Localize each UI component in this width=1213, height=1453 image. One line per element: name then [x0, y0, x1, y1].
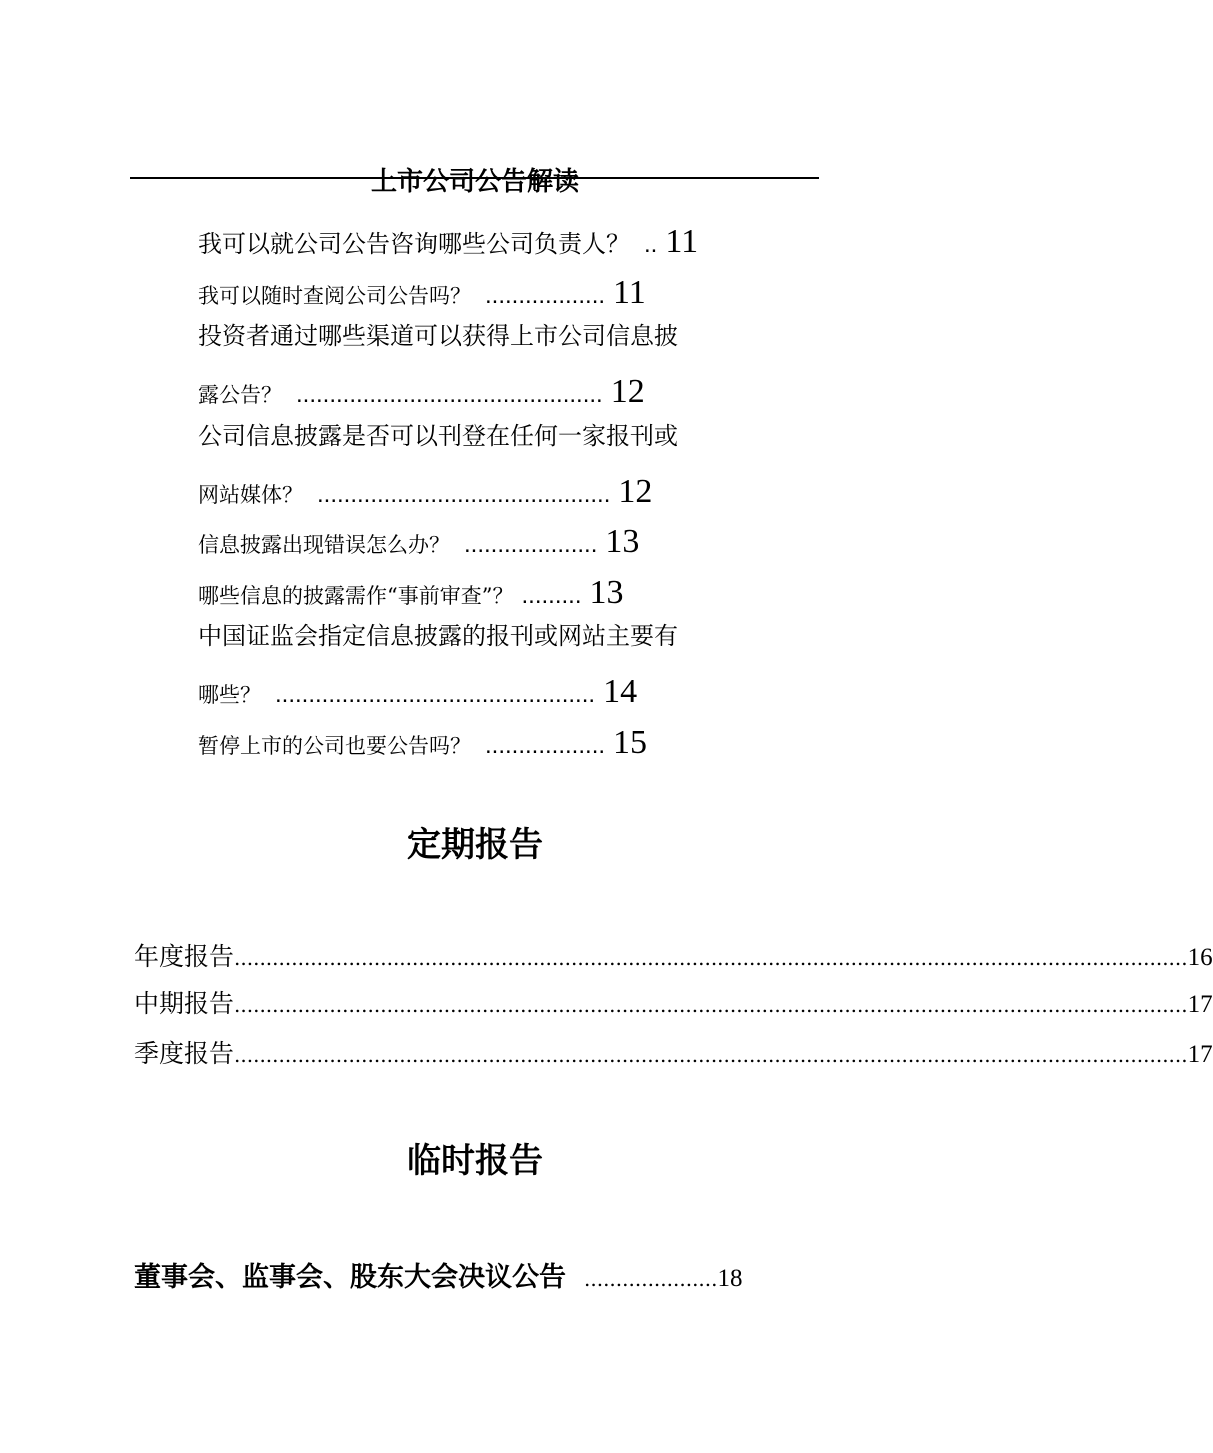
toc-page-number: 15	[613, 724, 648, 761]
toc-entry-text: 年度报告	[134, 942, 235, 971]
toc-entry-text: 哪些？	[198, 683, 261, 707]
toc-leader: ............................................	[317, 481, 611, 508]
toc-entry-text: 董事会、监事会、股东大会决议公告	[134, 1262, 566, 1293]
toc-entry-text: 我可以就公司公告咨询哪些公司负责人？	[198, 230, 630, 258]
toc-entry[interactable]	[134, 1255, 743, 1294]
toc-entry-text: 露公告？	[198, 383, 282, 407]
toc-entry-text: 我可以随时查阅公司公告吗？	[198, 284, 471, 308]
toc-page-number: 17	[1187, 1041, 1213, 1068]
toc-entry-text: 投资者通过哪些渠道可以获得上市公司信息披	[198, 322, 678, 350]
toc-entry-text: 哪些信息的披露需作“事前审查”？	[198, 584, 514, 608]
section-title-interim: 临时报告	[407, 1141, 543, 1181]
toc-leader: ......................................................................................................................................................	[234, 946, 1188, 970]
toc-entry-line[interactable]	[198, 424, 678, 448]
toc-entry[interactable]	[198, 225, 698, 259]
toc-leader: ......................................................................................................................................................	[234, 1043, 1188, 1067]
toc-page-number: 11	[665, 223, 699, 260]
toc-entry[interactable]	[198, 475, 652, 509]
toc-entry[interactable]	[134, 989, 1213, 1020]
toc-leader: ..................	[485, 732, 606, 759]
toc-entry-text: 网站媒体？	[198, 483, 303, 507]
toc-entry[interactable]	[198, 525, 639, 559]
toc-entry[interactable]	[198, 675, 637, 709]
toc-entry-text: 暂停上市的公司也要公告吗？	[198, 734, 471, 758]
toc-page-number: 16	[1187, 944, 1213, 971]
toc-page-number: 14	[603, 673, 638, 710]
toc-page-number: 12	[610, 373, 645, 410]
toc-entry-text: 季度报告	[134, 1039, 235, 1068]
toc-page-number: 12	[618, 473, 653, 510]
toc-entry[interactable]	[134, 942, 1213, 973]
toc-entry[interactable]	[198, 276, 646, 310]
toc-page-number: 11	[613, 274, 646, 311]
toc-leader: ..	[644, 231, 658, 258]
toc-leader: ..............................................	[296, 381, 603, 408]
toc-entry-line[interactable]	[198, 624, 678, 648]
toc-leader: ......................................................................................................................................................	[234, 993, 1188, 1017]
toc-entry-line[interactable]	[198, 324, 678, 348]
toc-page-number: 18	[717, 1265, 743, 1292]
toc-entry-text: 中期报告	[134, 989, 235, 1018]
toc-leader: ....................	[464, 531, 598, 558]
toc-leader: .....................	[584, 1267, 718, 1291]
toc-entry[interactable]	[198, 576, 624, 610]
toc-page-number: 13	[605, 523, 640, 560]
section-title-periodic: 定期报告	[407, 825, 543, 865]
toc-leader: ................................................	[275, 681, 596, 708]
toc-entry-text: 公司信息披露是否可以刊登在任何一家报刊或	[198, 422, 678, 450]
toc-entry-text: 中国证监会指定信息披露的报刊或网站主要有	[198, 622, 678, 650]
toc-entry[interactable]	[198, 375, 645, 409]
toc-entry[interactable]	[134, 1039, 1213, 1070]
toc-page-number: 13	[589, 574, 624, 611]
toc-page-number: 17	[1187, 991, 1213, 1018]
toc-entry[interactable]	[198, 726, 647, 760]
page-header-title: 上市公司公告解读	[370, 167, 579, 197]
toc-leader: ..................	[485, 282, 606, 309]
toc-leader: .........	[521, 582, 582, 609]
toc-entry-text: 信息披露出现错误怎么办？	[198, 533, 450, 557]
